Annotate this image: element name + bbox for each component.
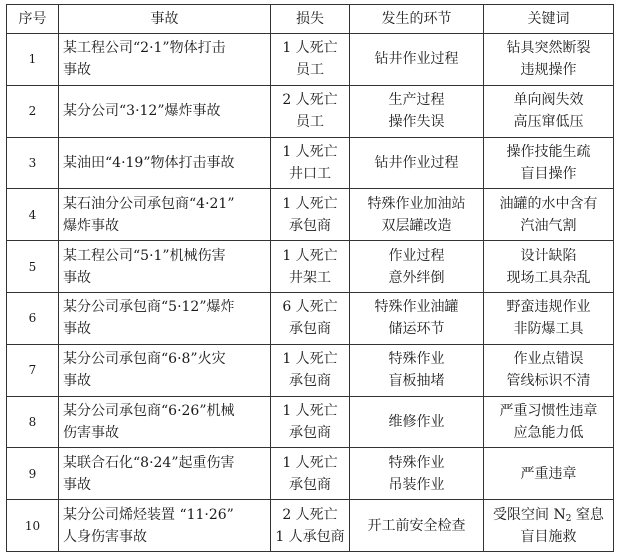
cell-keywords-line: 操作技能生疏 — [506, 143, 591, 160]
cell-accident-line: 某分公司承包商“6·8”火灾 — [63, 351, 226, 368]
cell-keywords-line: 作业点错误 — [513, 351, 584, 368]
cell-accident-line: 某工程公司“2·1”物体打击 — [63, 40, 226, 57]
header-keywords: 关键词 — [484, 5, 614, 34]
cell-loss-line: 承包商 — [289, 476, 331, 493]
cell-loss-line: 井口工 — [289, 165, 331, 182]
cell-loss-line: 员工 — [296, 114, 324, 131]
cell-accident-line: 某工程公司“5·1”机械伤害 — [63, 247, 226, 264]
cell-accident — [59, 448, 271, 500]
cell-stage-line: 储运环节 — [388, 321, 445, 338]
cell-loss-line: 员工 — [296, 62, 324, 79]
table-row — [7, 292, 614, 344]
cell-no: 10 — [7, 500, 59, 552]
cell-loss-line: 1 人死亡 — [282, 351, 338, 368]
accident-table — [6, 4, 614, 552]
cell-no: 3 — [7, 137, 59, 189]
cell-stage — [350, 85, 484, 137]
cell-stage — [350, 137, 484, 189]
header-loss: 损失 — [271, 5, 350, 34]
cell-keywords-line: 油罐的水中含有 — [499, 195, 598, 212]
cell-no: 5 — [7, 241, 59, 293]
cell-keywords-line: 高压窜低压 — [513, 114, 584, 131]
cell-stage-line: 生产过程 — [388, 92, 445, 109]
cell-accident-line: 事故 — [63, 321, 91, 338]
cell-accident — [59, 85, 271, 137]
cell-loss-line: 1 人死亡 — [282, 402, 338, 419]
cell-loss-line: 1 人死亡 — [282, 454, 338, 471]
cell-accident — [59, 34, 271, 86]
cell-stage-line: 吊装作业 — [388, 476, 445, 493]
header-no: 序号 — [7, 5, 59, 34]
cell-keywords-line: 汽油气割 — [520, 217, 577, 234]
cell-keywords — [484, 396, 614, 448]
cell-accident-line: 伤害事故 — [63, 424, 119, 441]
cell-keywords-line: 野蛮违规作业 — [506, 299, 591, 316]
table-row — [7, 500, 614, 552]
cell-keywords — [484, 85, 614, 137]
cell-accident — [59, 137, 271, 189]
cell-keywords — [484, 189, 614, 241]
cell-stage-line: 开工前安全检查 — [367, 517, 466, 534]
table-row — [7, 137, 614, 189]
cell-keywords-line: 现场工具杂乱 — [506, 269, 591, 286]
cell-keywords-line: 盲目施救 — [520, 528, 577, 545]
cell-stage-line: 特殊作业 — [388, 351, 445, 368]
cell-keywords — [484, 500, 614, 552]
table-row — [7, 396, 614, 448]
cell-loss-line: 井架工 — [289, 269, 331, 286]
cell-accident-line: 某分公司烯烃装置 “11·26” — [63, 506, 234, 523]
cell-loss-line: 2 人死亡 — [282, 506, 338, 523]
cell-keywords-line: 盲目操作 — [520, 165, 577, 182]
cell-loss — [271, 448, 350, 500]
cell-loss-line: 1 人死亡 — [282, 40, 338, 57]
cell-accident-line: 爆炸事故 — [63, 217, 119, 234]
cell-keywords-line: 钻具突然断裂 — [506, 40, 591, 57]
table-row — [7, 85, 614, 137]
cell-no: 7 — [7, 344, 59, 396]
cell-stage — [350, 500, 484, 552]
cell-keywords-line: 严重习惯性违章 — [499, 402, 598, 419]
cell-keywords-line: 违规操作 — [520, 62, 577, 79]
cell-keywords-line: 管线标识不清 — [506, 373, 591, 390]
cell-loss — [271, 396, 350, 448]
cell-no: 1 — [7, 34, 59, 86]
cell-loss-line: 1 人承包商 — [275, 528, 345, 545]
header-row — [7, 5, 614, 34]
cell-stage — [350, 189, 484, 241]
cell-stage — [350, 448, 484, 500]
cell-accident-line: 某分公司“3·12”爆炸事故 — [63, 103, 221, 120]
cell-keywords — [484, 292, 614, 344]
cell-keywords-line: 单向阀失效 — [513, 92, 584, 109]
cell-accident — [59, 500, 271, 552]
cell-no: 4 — [7, 189, 59, 241]
cell-accident-line: 事故 — [63, 373, 91, 390]
cell-accident-line: 事故 — [63, 62, 91, 79]
cell-accident — [59, 292, 271, 344]
cell-stage-line: 特殊作业 — [388, 454, 445, 471]
cell-keywords-line: 严重违章 — [520, 465, 577, 482]
cell-stage-line: 操作失误 — [388, 114, 445, 131]
cell-stage-line: 意外绊倒 — [388, 269, 445, 286]
cell-keywords — [484, 448, 614, 500]
cell-loss — [271, 292, 350, 344]
table-row — [7, 241, 614, 293]
cell-loss — [271, 241, 350, 293]
cell-accident — [59, 241, 271, 293]
cell-loss — [271, 137, 350, 189]
table-row — [7, 344, 614, 396]
cell-stage — [350, 34, 484, 86]
cell-loss — [271, 34, 350, 86]
cell-loss-line: 2 人死亡 — [282, 92, 338, 109]
cell-accident-line: 某分公司承包商“5·12”爆炸 — [63, 299, 235, 316]
cell-loss — [271, 189, 350, 241]
cell-stage-line: 钻井作业过程 — [374, 51, 459, 68]
cell-accident-line: 人身伤害事故 — [63, 528, 147, 545]
cell-loss-line: 承包商 — [289, 217, 331, 234]
table-row — [7, 34, 614, 86]
cell-stage-line: 钻井作业过程 — [374, 154, 459, 171]
table-row — [7, 448, 614, 500]
cell-loss-line: 承包商 — [289, 373, 331, 390]
cell-stage — [350, 241, 484, 293]
cell-loss-line: 1 人死亡 — [282, 143, 338, 160]
cell-loss-line: 承包商 — [289, 424, 331, 441]
cell-accident — [59, 344, 271, 396]
cell-accident-line: 某分公司承包商“6·26”机械 — [63, 402, 235, 419]
cell-loss — [271, 85, 350, 137]
cell-no: 6 — [7, 292, 59, 344]
cell-stage-line: 作业过程 — [388, 247, 445, 264]
header-accident: 事故 — [59, 5, 271, 34]
cell-accident — [59, 396, 271, 448]
cell-accident-line: 事故 — [63, 269, 91, 286]
cell-accident-line: 某石油分公司承包商“4·21” — [63, 195, 235, 212]
cell-stage — [350, 396, 484, 448]
cell-stage-line: 特殊作业油罐 — [374, 299, 459, 316]
cell-loss-line: 1 人死亡 — [282, 247, 338, 264]
cell-stage-line: 双层罐改造 — [381, 217, 452, 234]
cell-loss-line: 6 人死亡 — [282, 299, 338, 316]
cell-keywords-line: 非防爆工具 — [513, 321, 584, 338]
cell-keywords — [484, 34, 614, 86]
cell-accident-line: 某联合石化“8·24”起重伤害 — [63, 454, 235, 471]
cell-no: 9 — [7, 448, 59, 500]
header-stage: 发生的环节 — [350, 5, 484, 34]
cell-keywords-line: 应急能力低 — [513, 424, 584, 441]
cell-accident — [59, 189, 271, 241]
cell-accident-line: 某油田“4·19”物体打击事故 — [63, 154, 235, 171]
cell-keywords — [484, 344, 614, 396]
cell-keywords — [484, 241, 614, 293]
cell-keywords — [484, 137, 614, 189]
table-row — [7, 189, 614, 241]
cell-stage-line: 维修作业 — [388, 413, 445, 430]
cell-stage-line: 特殊作业加油站 — [367, 195, 466, 212]
cell-accident-line: 事故 — [63, 476, 91, 493]
cell-loss — [271, 344, 350, 396]
cell-loss — [271, 500, 350, 552]
cell-keywords-line: 受限空间 $N_2$ 窒息 — [493, 506, 604, 524]
cell-stage-line: 盲板抽堵 — [388, 373, 445, 390]
cell-stage — [350, 344, 484, 396]
cell-keywords-line: 设计缺陷 — [520, 247, 577, 264]
cell-no: 2 — [7, 85, 59, 137]
cell-no: 8 — [7, 396, 59, 448]
cell-loss-line: 1 人死亡 — [282, 195, 338, 212]
cell-stage — [350, 292, 484, 344]
cell-loss-line: 承包商 — [289, 321, 331, 338]
